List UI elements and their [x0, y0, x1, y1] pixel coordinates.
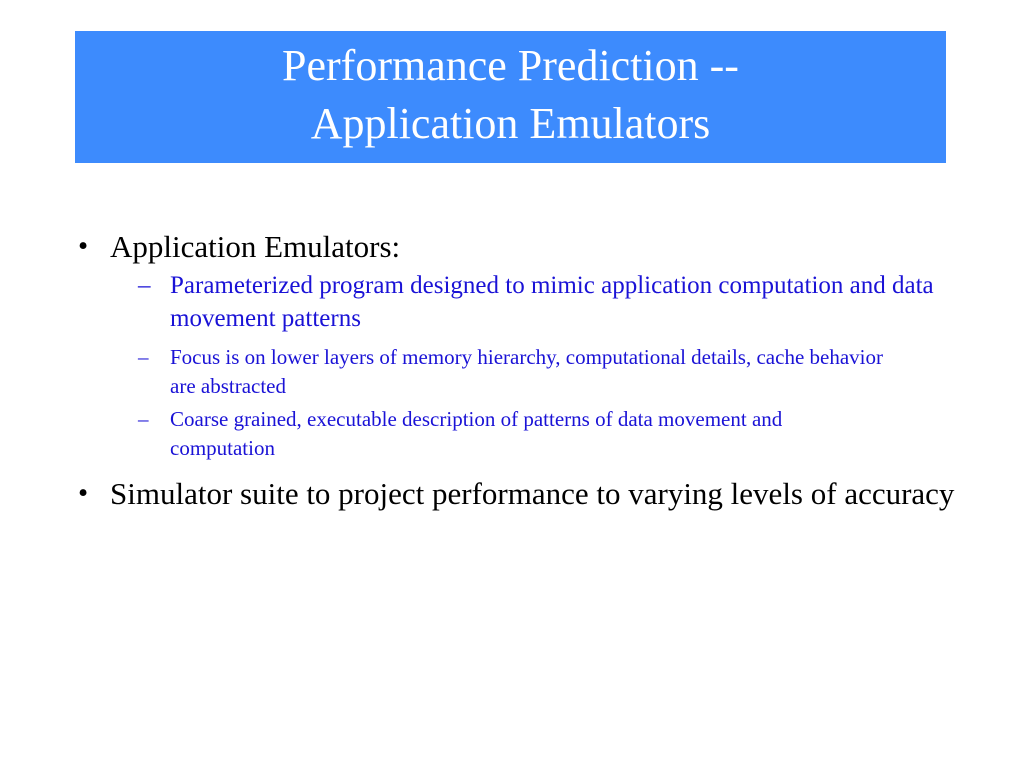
- slide-title-banner: [75, 31, 946, 163]
- list-item: [138, 343, 958, 401]
- list-item-label: Coarse grained, executable description of patterns of data movement and computation: [170, 407, 783, 460]
- list-item-label: Simulator suite to project performance to varying levels of accuracy: [110, 476, 955, 511]
- list-item-label: Focus is on lower layers of memory hierarchy, computational details, cache behavior are abstracted: [170, 345, 883, 398]
- list-item-label: Parameterized program designed to mimic application computation and data movement patterns: [170, 272, 934, 332]
- slide-body: [78, 226, 958, 516]
- slide-title-line-2: Application Emulators: [310, 99, 711, 148]
- bullet-dot-icon: •: [78, 477, 89, 509]
- bullet-dash-icon: –: [138, 407, 149, 431]
- list-item: [78, 473, 958, 514]
- list-item: [138, 405, 958, 463]
- slide-title-line-1: Performance Prediction --: [282, 41, 739, 90]
- list-item-label: Application Emulators:: [110, 229, 401, 264]
- list-item: [138, 269, 958, 335]
- bullet-dash-icon: –: [138, 345, 149, 369]
- bullet-dot-icon: •: [78, 230, 89, 262]
- bullet-dash-icon: –: [138, 272, 151, 299]
- list-item: [78, 226, 958, 267]
